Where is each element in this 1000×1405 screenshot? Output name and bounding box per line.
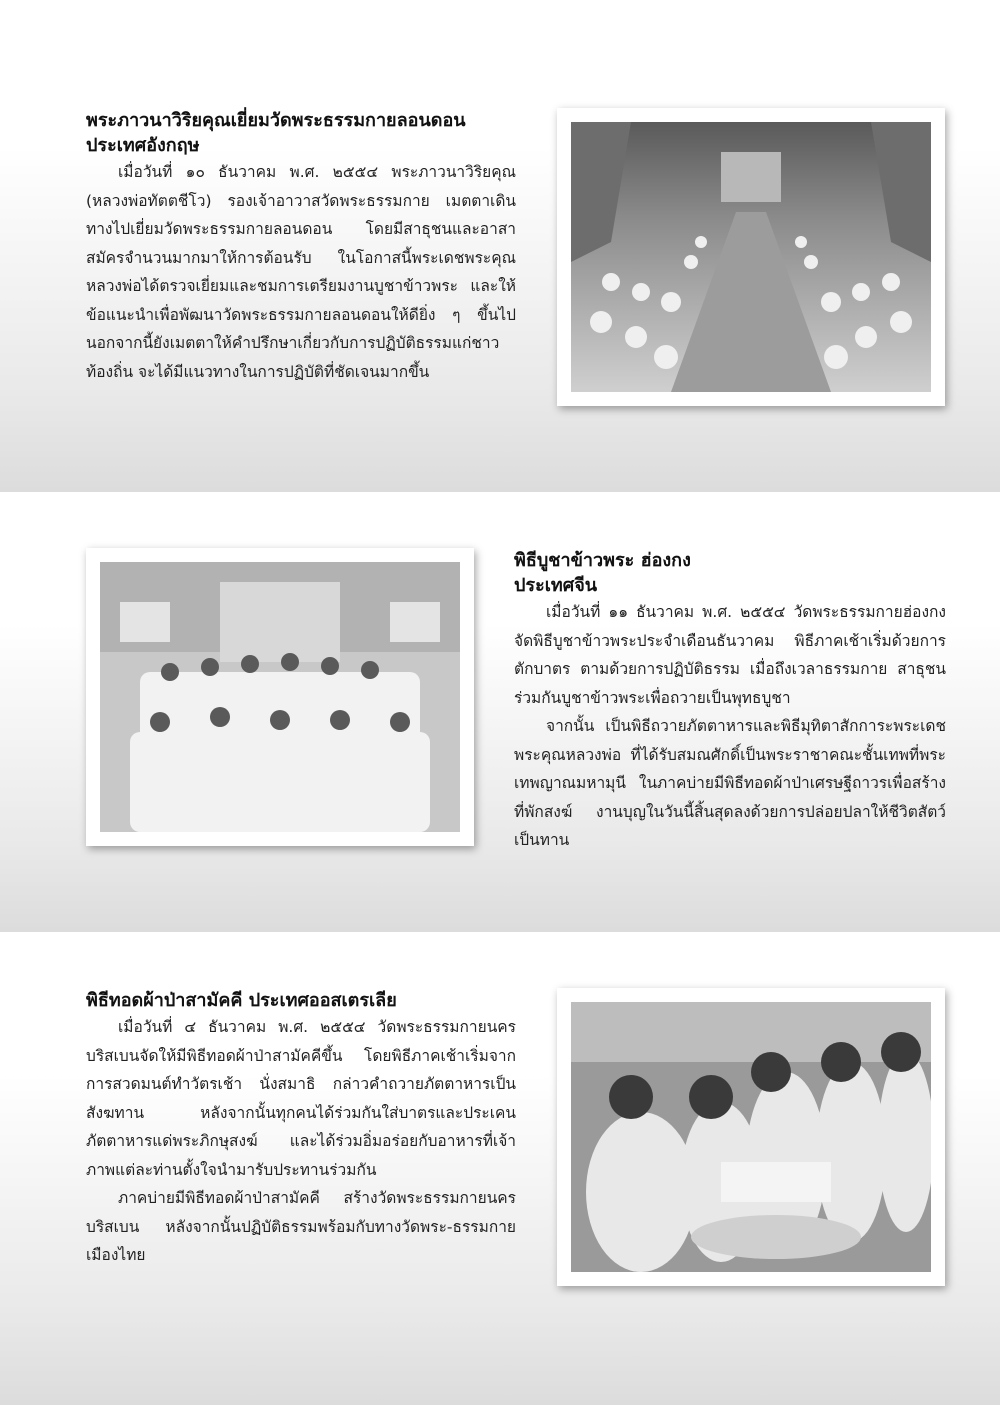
article-london bbox=[86, 108, 516, 386]
article-title bbox=[514, 548, 946, 598]
photo-hongkong-group bbox=[86, 548, 474, 846]
article-title-line1: พระภาวนาวิริยคุณเยี่ยมวัดพระธรรมกายลอนดอน bbox=[86, 110, 466, 131]
article-body bbox=[86, 158, 516, 386]
article-title-line1: พิธีบูชาข้าวพระ ฮ่องกง bbox=[514, 550, 691, 571]
article-paragraph: ภาคบ่ายมีพิธีทอดผ้าป่าสามัคคี สร้างวัดพระธรรมกายนครบริสเบน หลังจากนั้นปฏิบัติธรรมพร้อมกับทางวัดพระ-ธรรมกายเมืองไทย bbox=[86, 1189, 516, 1264]
article-body bbox=[514, 598, 946, 855]
article-australia bbox=[86, 988, 516, 1270]
photo-london-temple-gathering bbox=[557, 108, 945, 406]
article-paragraph: จากนั้น เป็นพิธีถวายภัตตาหารและพิธีมุทิตาสักการะพระเดชพระคุณหลวงพ่อ ที่ได้รับสมณศักดิ์เป็นพระราชาคณะชั้นเทพที่พระเทพญาณมหามุนี ในภาคบ่ายมีพิธีทอดผ้าป่าเศรษฐีถาวรเพื่อสร้างที่พักสงฆ์ งานบุญในวันนี้สิ้นสุดลงด้วยการปล่อยปลาให้ชีวิตสัตว์เป็นทาน bbox=[514, 717, 946, 849]
article-paragraph: เมื่อวันที่ ๑๑ ธันวาคม พ.ศ. ๒๕๕๔ วัดพระธรรมกายฮ่องกง จัดพิธีบูชาข้าวพระประจำเดือนธันวาคม พิธีภาคเช้าเริ่มด้วยการตักบาตร ตามด้วยการปฏิบัติธรรม เมื่อถึงเวลาธรรมกาย สาธุชนร่วมกันบูชาข้าวพระเพื่อถวายเป็นพุทธบูชา bbox=[514, 603, 946, 707]
photo-image bbox=[100, 562, 460, 832]
photo-image bbox=[571, 122, 931, 392]
article-title bbox=[86, 108, 516, 158]
article-hongkong bbox=[514, 548, 946, 855]
article-paragraph: เมื่อวันที่ ๔ ธันวาคม พ.ศ. ๒๕๕๔ วัดพระธรรมกายนครบริสเบนจัดให้มีพิธีทอดผ้าป่าสามัคคีขึ้น โดยพิธีภาคเช้าเริ่มจากการสวดมนต์ทำวัตรเช้า นั่งสมาธิ กล่าวคำถวายภัตตาหารเป็นสังฆทาน หลังจากนั้นทุกคนได้ร่วมกันใส่บาตรและประเคนภัตตาหารแด่พระภิกษุสงฆ์ และได้ร่วมอิ่มอร่อยกับอาหารที่เจ้าภาพแต่ละท่านตั้งใจนำมารับประทานร่วมกัน bbox=[86, 1018, 516, 1179]
photo-image bbox=[571, 1002, 931, 1272]
photo-australia-robe-offering bbox=[557, 988, 945, 1286]
article-title-line2: ประเทศจีน bbox=[514, 575, 598, 596]
article-title-line1: พิธีทอดผ้าป่าสามัคคี ประเทศออสเตรเลีย bbox=[86, 990, 397, 1011]
article-body bbox=[86, 1013, 516, 1270]
article-paragraph: เมื่อวันที่ ๑๐ ธันวาคม พ.ศ. ๒๕๕๔ พระภาวนาวิริยคุณ (หลวงพ่อทัตตชีโว) รองเจ้าอาวาสวัดพระธรรมกาย เมตตาเดินทางไปเยี่ยมวัดพระธรรมกายลอนดอน โดยมีสาธุชนและอาสาสมัครจำนวนมากมาให้การต้อนรับ ในโอกาสนี้พระเดชพระคุณหลวงพ่อได้ตรวจเยี่ยมและชมการเตรียมงานบูชาข้าวพระ และให้ข้อแนะนำเพื่อพัฒนาวัดพระธรรมกายลอนดอนให้ดียิ่ง ๆ ขึ้นไป นอกจากนี้ยังเมตตาให้คำปรึกษาเกี่ยวกับการปฏิบัติธรรมแก่ชาวท้องถิ่น จะได้มีแนวทางในการปฏิบัติที่ชัดเจนมากขึ้น bbox=[86, 163, 516, 381]
article-title bbox=[86, 988, 516, 1013]
article-title-line2: ประเทศอังกฤษ bbox=[86, 135, 200, 156]
